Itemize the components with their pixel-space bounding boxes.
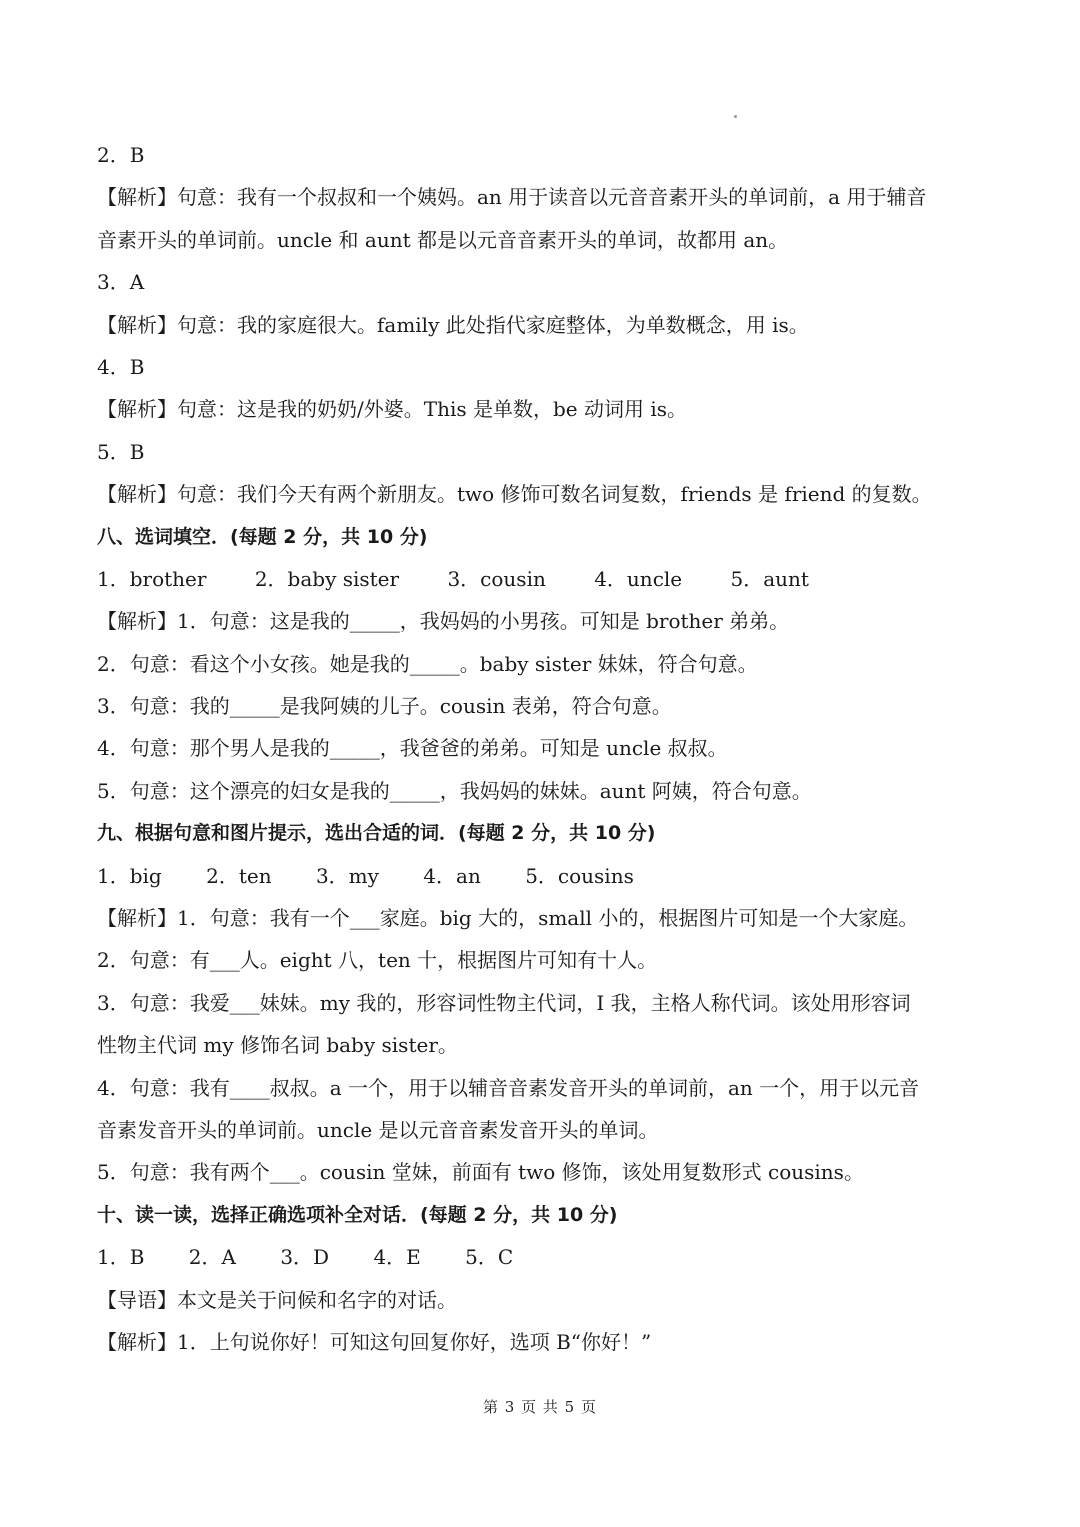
answer-key [97,1236,997,1278]
explanation-line: 4．句意：我有____叔叔。a 一个，用于以辅音音素发音开头的单词前，an 一个，用于以元音 [97,1075,920,1100]
explanation-line: 【解析】句意：我们今天有两个新朋友。two 修饰可数名词复数，friends 是 friend 的复数。 [97,482,932,507]
explanation-line: 音素开头的单词前。uncle 和 aunt 都是以元音音素开头的单词，故都用 an。 [97,227,789,252]
answer-item: 4．E [373,1245,421,1270]
explanation-line: 3．句意：我的_____是我阿姨的儿子。cousin 表弟，符合句意。 [97,694,672,719]
explanation-line: 2．句意：有___人。eight 八，ten 十，根据图片可知有十人。 [97,948,658,973]
answer-key [97,855,997,897]
section-heading: 九、根据句意和图片提示，选出合适的词．(每题 2 分，共 10 分) [97,822,656,845]
answer-item: 2．ten [206,863,272,888]
explanation-line: 【解析】句意：我的家庭很大。family 此处指代家庭整体，为单数概念，用 is。 [97,312,809,337]
explanation-line: 【解析】句意：这是我的奶奶/外婆。This 是单数，be 动词用 is。 [97,397,687,422]
answer-line: 3．A [97,270,145,295]
answer-item: 3．D [280,1245,330,1270]
page-footer: 第 3 页 共 5 页 [483,1398,597,1416]
explanation-line: 4．句意：那个男人是我的_____，我爸爸的弟弟。可知是 uncle 叔叔。 [97,736,728,761]
answer-line: 4．B [97,354,145,379]
explanation-line: 【解析】1．上句说你好！可知这句回复你好，选项 B“你好！” [97,1329,652,1354]
explanation-line: 5．句意：这个漂亮的妇女是我的_____，我妈妈的妹妹。aunt 阿姨，符合句意。 [97,778,812,803]
explanation-line: 音素发音开头的单词前。uncle 是以元音音素发音开头的单词。 [97,1117,659,1142]
page-content [97,134,997,1363]
answer-item: 1．big [97,863,162,888]
explanation-line: 【解析】1．句意：这是我的_____，我妈妈的小男孩。可知是 brother 弟弟。 [97,609,790,634]
answer-item: 5．C [465,1245,514,1270]
answer-line: 2．B [97,143,145,167]
answer-item: 4．uncle [594,566,683,591]
explanation-line: 2．句意：看这个小女孩。她是我的_____。baby sister 妹妹，符合句意。 [97,651,758,676]
answer-item: 1．B [97,1245,145,1270]
explanation-line: 【解析】1．句意：我有一个___家庭。big 大的，small 小的，根据图片可知是一个大家庭。 [97,906,919,931]
answer-key [97,558,997,600]
explanation-line: 【解析】句意：我有一个叔叔和一个姨妈。an 用于读音以元音音素开头的单词前，a 用于辅音 [97,185,927,210]
section-heading: 十、读一读，选择正确选项补全对话．(每题 2 分，共 10 分) [97,1203,618,1226]
intro-line: 【导语】本文是关于问候和名字的对话。 [97,1287,457,1312]
explanation-line: 3．句意：我爱___妹妹。my 我的，形容词性物主代词，I 我，主格人称代词。该处用形容词 [97,990,911,1015]
answer-item: 3．my [315,863,379,888]
section-heading: 八、选词填空．(每题 2 分，共 10 分) [97,525,428,548]
answer-item: 5．aunt [730,566,809,591]
explanation-line: 5．句意：我有两个___。cousin 堂妹，前面有 two 修饰，该处用复数形式 cousins。 [97,1160,864,1185]
answer-item: 2．baby sister [254,566,400,591]
answer-item: 4．an [423,863,481,888]
answer-item: 2．A [188,1245,236,1270]
answer-item: 3．cousin [447,566,546,591]
answer-line: 5．B [97,439,145,464]
scan-dot [734,115,737,118]
explanation-line: 性物主代词 my 修饰名词 baby sister。 [97,1033,458,1058]
answer-item: 5．cousins [525,863,634,888]
answer-item: 1．brother [97,566,207,591]
